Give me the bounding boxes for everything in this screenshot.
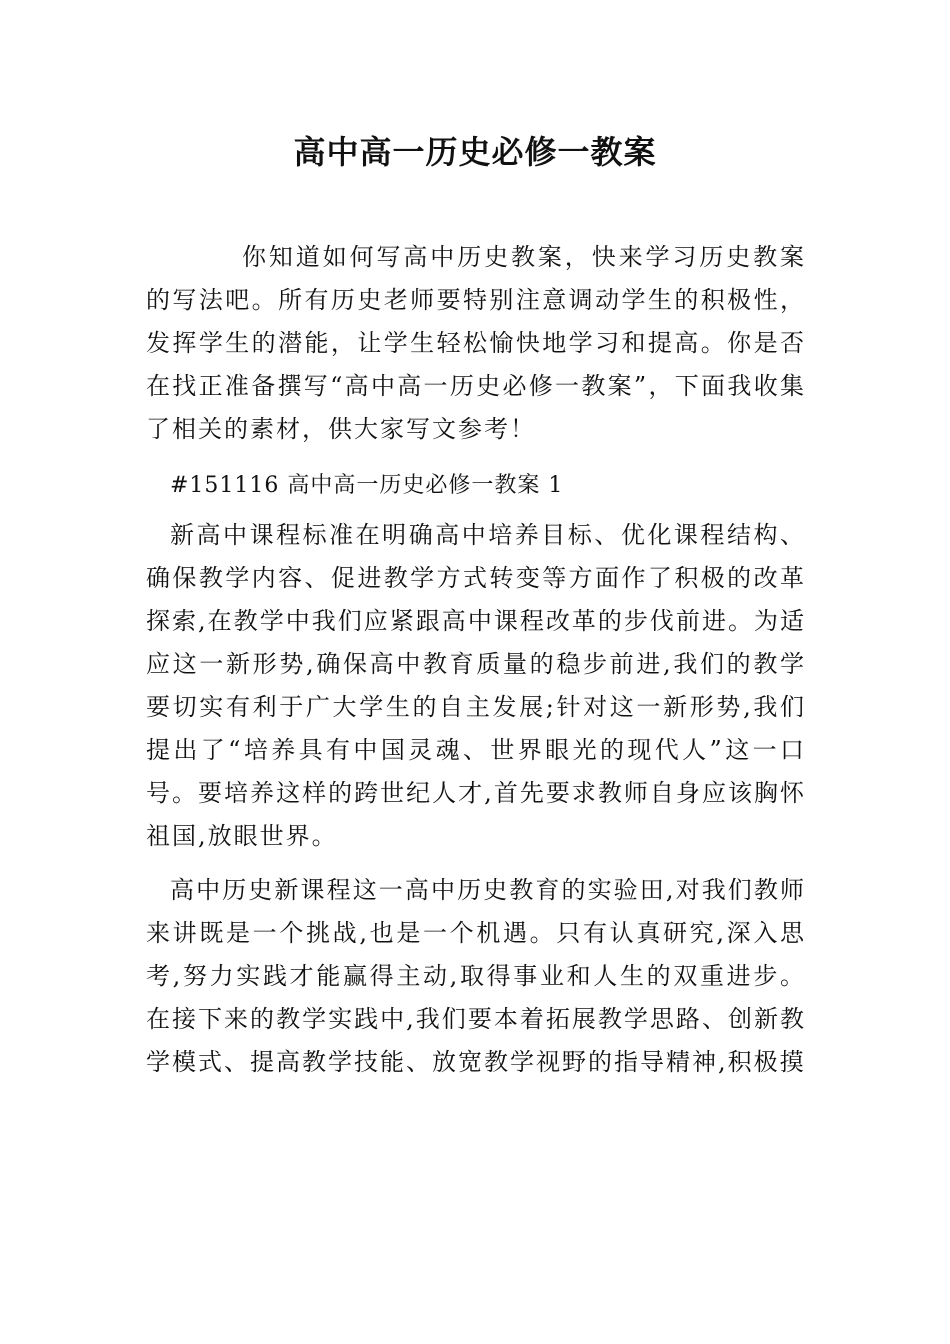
body-paragraph: 新高中课程标准在明确高中培养目标、优化课程结构、确保教学内容、促进教学方式转变等方面作了积极的改革探索,在教学中我们应紧跟高中课程改革的步伐前进。为适应这一新形势,确保高中教育质量的稳步前进,我们的教学要切实有利于广大学生的自主发展;针对这一新形势,我们提出了“培养具有中国灵魂、世界眼光的现代人”这一口号。要培养这样的跨世纪人才,首先要求教师自身应该胸怀祖国,放眼世界。 (146, 521, 806, 850)
body-paragraph: 高中历史新课程这一高中历史教育的实验田,对我们教师来讲既是一个挑战,也是一个机遇。只有认真研究,深入思考,努力实践才能赢得主动,取得事业和人生的双重进步。在接下来的教学实践中,我们要本着拓展教学思路、创新教学模式、提高教学技能、放宽教学视野的指导精神,积极摸 (146, 876, 806, 1076)
page-title: 高中高一历史必修一教案 (293, 133, 657, 171)
intro-paragraph: 你知道如何写高中历史教案，快来学习历史教案的写法吧。所有历史老师要特别注意调动学生的积极性，发挥学生的潜能，让学生轻松愉快地学习和提高。你是否在找正准备撰写“高中高一历史必修一教案”，下面我收集了相关的素材，供大家写文参考！ (146, 243, 806, 443)
section-heading: #151116 高中高一历史必修一教案 1 (170, 473, 564, 498)
document-body (146, 236, 806, 1095)
